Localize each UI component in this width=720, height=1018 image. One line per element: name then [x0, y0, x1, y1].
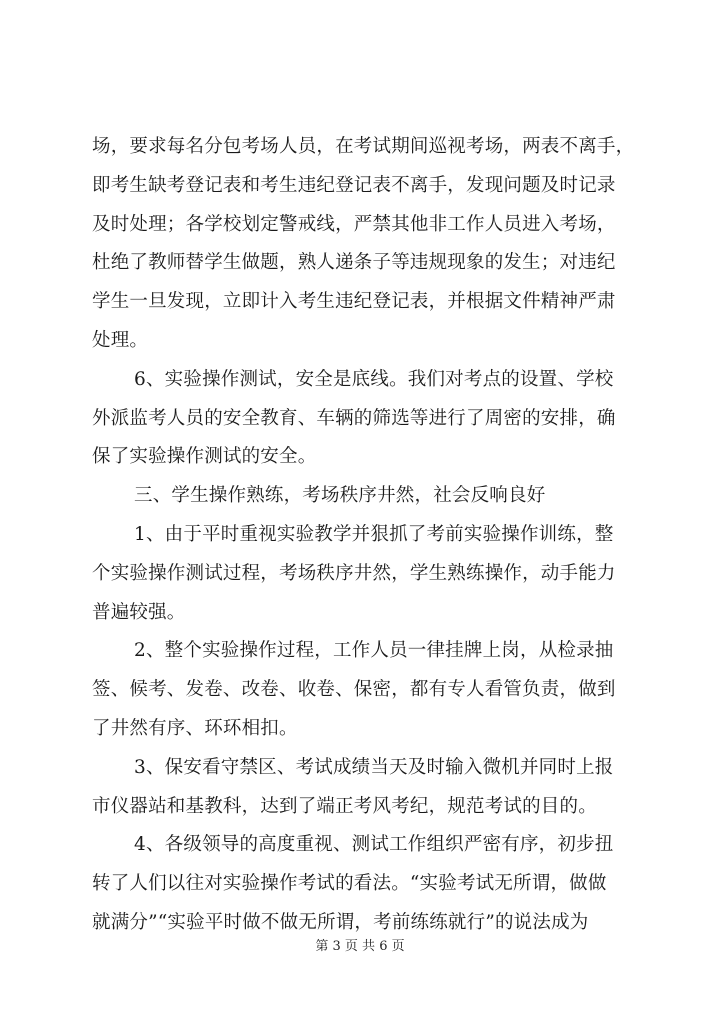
text-line: 杜绝了教师替学生做题，熟人递条子等违规现象的发生；对违纪 — [92, 252, 616, 274]
text-line: 外派监考人员的安全教育、车辆的筛选等进行了周密的安排，确 — [92, 407, 616, 429]
text-line: 1、由于平时重视实验教学并狠抓了考前实验操作训练，整 — [134, 523, 614, 545]
text-line: 6、实验操作测试，安全是底线。我们对考点的设置、学校 — [134, 368, 614, 390]
text-line: 签、候考、发卷、改卷、收卷、保密，都有专人看管负责，做到 — [92, 679, 616, 701]
text-line: 3、保安看守禁区、考试成绩当天及时输入微机并同时上报 — [134, 756, 614, 778]
text-line: 即考生缺考登记表和考生违纪登记表不离手，发现问题及时记录 — [92, 174, 616, 196]
section-heading: 三、学生操作熟练，考场秩序井然，社会反响良好 — [134, 485, 546, 507]
text-line: 学生一旦发现，立即计入考生违纪登记表，并根据文件精神严肃 — [92, 291, 616, 313]
page-footer — [0, 935, 720, 954]
text-line: 处理。 — [92, 329, 149, 351]
text-line: 转了人们以往对实验操作考试的看法。“实验考试无所谓，做做 — [92, 873, 607, 895]
text-line: 市仪器站和基教科，达到了端正考风考纪，规范考试的目的。 — [92, 795, 597, 817]
text-line: 普遍较强。 — [92, 601, 186, 623]
text-line: 4、各级领导的高度重视、测试工作组织严密有序，初步扭 — [134, 834, 614, 856]
text-line: 场，要求每名分包考场人员，在考试期间巡视考场，两表不离手， — [92, 136, 635, 157]
page-number: 第 3 页 共 6 页 — [315, 939, 405, 954]
text-line: 及时处理；各学校划定警戒线，严禁其他非工作人员进入考场， — [92, 213, 616, 235]
text-line: 保了实验操作测试的安全。 — [92, 446, 317, 468]
text-line: 2、整个实验操作过程，工作人员一律挂牌上岗，从检录抽 — [134, 640, 614, 662]
text-line: 就满分”“实验平时做不做无所谓，考前练练就行”的说法成为 — [92, 911, 589, 933]
text-line: 了井然有序、环环相扣。 — [92, 717, 298, 739]
document-body — [92, 128, 640, 943]
text-line: 个实验操作测试过程，考场秩序井然，学生熟练操作，动手能力 — [92, 562, 616, 584]
